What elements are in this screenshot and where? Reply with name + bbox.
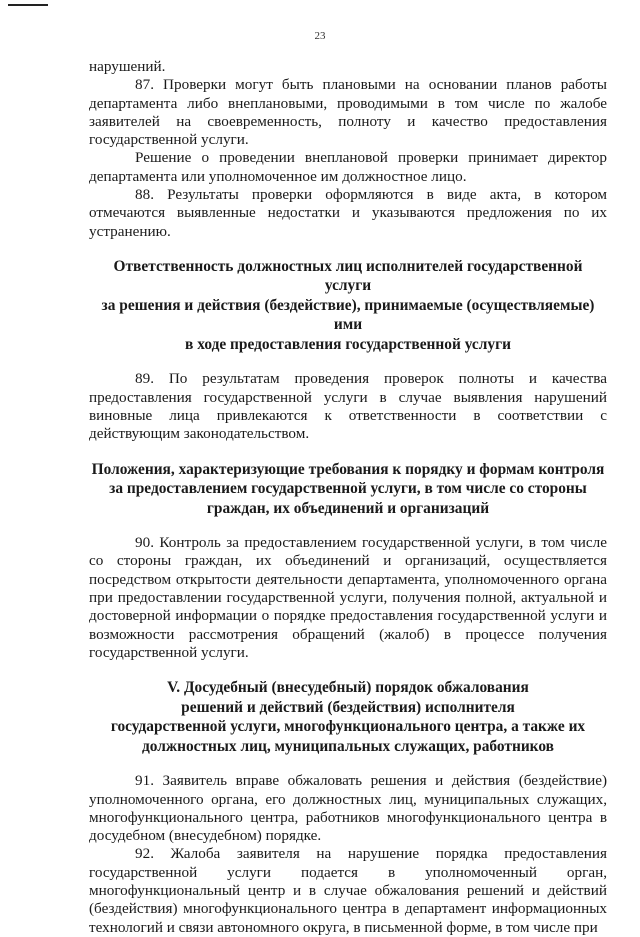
heading-line: должностных лиц, муниципальных служащих, работников: [142, 737, 554, 755]
heading-line: за решения и действия (бездействие), принимаемые (осуществляемые) ими: [101, 296, 595, 334]
section-heading-v-appeal: [89, 678, 607, 756]
heading-line: в ходе предоставления государственной услуги: [185, 335, 511, 353]
heading-line: Положения, характеризующие требования к порядку и формам контроля: [91, 460, 605, 478]
heading-line: решений и действий (бездействия) исполнителя: [181, 698, 515, 716]
paragraph-91: 91. Заявитель вправе обжаловать решения и действия (бездействие) уполномоченного органа, его должностных лиц, муниципальных служащих, многофункционального центра, работников многофункционального центра в досудебном (внесудебном) порядке.: [89, 772, 607, 845]
section-heading-responsibility: [89, 257, 607, 355]
heading-line: Ответственность должностных лиц исполнителей государственной услуги: [113, 257, 583, 295]
heading-line: граждан, их объединений и организаций: [206, 499, 490, 517]
top-edge-rule: [8, 4, 48, 6]
paragraph-87: 87. Проверки могут быть плановыми на основании планов работы департамента либо внеплановыми, проводимыми в том числе по жалобе заявителей на своевременность, полноту и качество предоставления государственной услуги.: [89, 76, 607, 149]
paragraph-continuation: нарушений.: [89, 58, 166, 75]
paragraph-92: 92. Жалоба заявителя на нарушение порядка предоставления государственной услуги подается в уполномоченный орган, многофункциональный центр и в случае обжалования решений и действий (бездействия) многофункционального центра в департамент информационных технологий и связи автономного округа, в письменной форме, в том числе при: [89, 845, 607, 936]
paragraph-90: 90. Контроль за предоставлением государственной услуги, в том числе со стороны граждан, их объединений и организаций, осуществляется посредством открытости деятельности департамента, уполномоченного органа при предоставлении государственной услуги, получения полной, актуальной и достоверной информации о порядке предоставления государственной услуги и возможности рассмотрения обращений (жалоб) в процессе получения государственной услуги.: [89, 534, 607, 661]
paragraph-88: 88. Результаты проверки оформляются в виде акта, в котором отмечаются выявленные недостатки и указываются предложения по их устранению.: [89, 186, 607, 240]
page-number: 23: [314, 30, 326, 42]
heading-line: V. Досудебный (внесудебный) порядок обжалования: [167, 679, 529, 697]
section-heading-control-provisions: [89, 460, 607, 519]
paragraph-87-decision: Решение о проведении внеплановой проверки принимает директор департамента или уполномоченное им должностное лицо.: [89, 149, 607, 185]
document-body: [89, 58, 607, 937]
heading-line: за предоставлением государственной услуги, в том числе со стороны: [109, 480, 587, 498]
paragraph-89: 89. По результатам проведения проверок полноты и качества предоставления государственной услуги в случае выявления нарушений виновные лица привлекаются к ответственности в соответствии с действующим законодательством.: [89, 370, 607, 443]
heading-line: государственной услуги, многофункционального центра, а также их: [110, 718, 586, 736]
